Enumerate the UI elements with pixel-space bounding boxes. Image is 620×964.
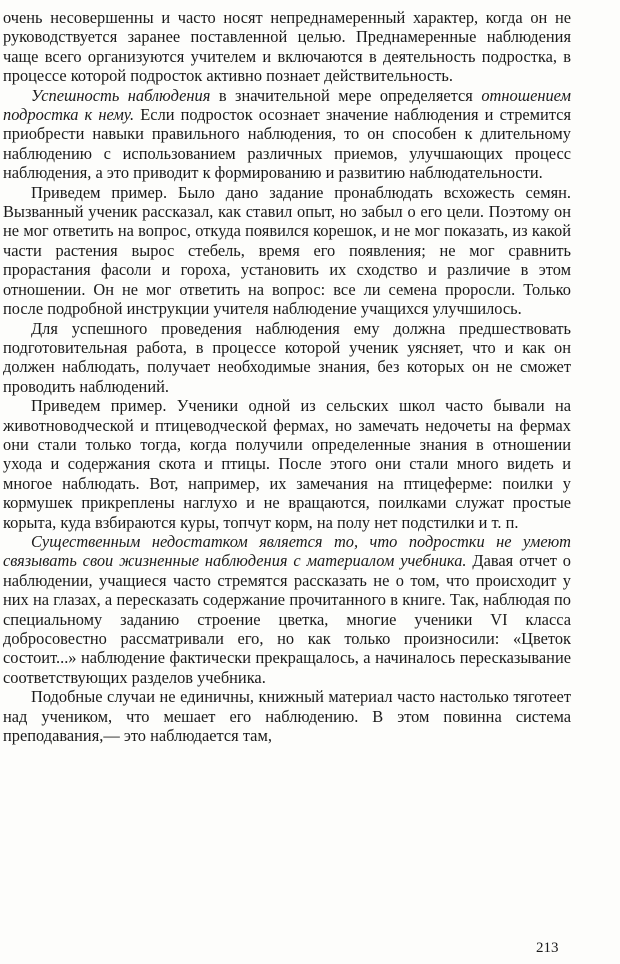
text-segment: Подобные случаи не единичны, книжный материал часто настолько тяготеет над учеником, что мешает его наблюдению. В этом повинна система преподавания,— это наблюдается там, bbox=[3, 687, 571, 746]
italic-text-segment: отношением подростка к нему. bbox=[3, 85, 572, 125]
text-segment: Приведем пример. Ученики одной из сельских школ часто бывали на животноводческой и птицеводческой фермах, но замечать недочеты на фермах они стали только тогда, когда получили определенные знания в отношении ухода и содержания скота и птицы. После этого они стали много видеть и многое наблюдать. Вот, например, их замечания на птицеферме: поилки у кормушек прикреплены наглухо и не вращаются, поилками служат простые корыта, куда взбираются куры, топчут корм, на полу нет подстилки и т. п. bbox=[3, 396, 571, 532]
text-segment: Если подросток осознает значение наблюдения и стремится приобрести навыки правильного наблюдения, то он способен к длительному наблюдению с использованием различных приемов, улучшающих процесс наблюдения, а это приводит к формированию и развитию наблюдательности. bbox=[3, 105, 571, 183]
text-segment: Для успешного проведения наблюдения ему должна предшествовать подготовительная работа, в процессе которой ученик уясняет, что и как он должен наблюдать, получает необходимые знания, без которых он не сможет проводить наблюдений. bbox=[3, 318, 571, 396]
text-segment: Давая отчет о наблюдении, учащиеся часто стремятся рассказать не о том, что происходит у них на глазах, а пересказать содержание прочитанного в книге. Так, наблюдая по специальному заданию строение цветка, многие ученики VI класса добросовестно рассматривали его, но как только произносили: «Цветок состоит...» наблюдение фактически прекращалось, а начиналось пересказывание соответствующих разделов учебника. bbox=[3, 551, 571, 687]
text-segment: Приведем пример. Было дано задание пронаблюдать всхожесть семян. Вызванный ученик рассказал, как ставил опыт, но забыл о его цели. Поэтому он не мог ответить на вопрос, откуда появился корешок, и не мог показать, из какой части растения вырос стебель, время его появления; не мог сравнить прорастания фасоли и гороха, установить их сходство и различие в этом отношении. Он не мог ответить на вопрос: все ли семена проросли. Только после подробной инструкции учителя наблюдение учащихся улучшилось. bbox=[3, 182, 571, 319]
italic-text-segment: Существенным недостатком является то, что подростки не умеют связывать свои жизненные наблюдения с материалом учебника. bbox=[3, 531, 571, 571]
text-column bbox=[3, 8, 571, 745]
page-number: 213 bbox=[536, 940, 559, 956]
paragraph bbox=[3, 532, 571, 687]
paragraph bbox=[3, 8, 571, 86]
text-segment: в значительной мере определяется bbox=[210, 85, 482, 105]
paragraph bbox=[3, 687, 571, 745]
italic-text-segment: Успешность наблюдения bbox=[31, 85, 211, 105]
paragraph bbox=[3, 319, 571, 397]
text-segment: очень несовершенны и часто носят непреднамеренный характер, когда он не руководствуется заранее поставленной целью. Преднамеренные наблюдения чаще всего организуются учителем и включаются в деятельность подростка, в процессе которой подросток активно познает действительность. bbox=[3, 8, 571, 86]
paragraph bbox=[3, 396, 571, 532]
paragraph bbox=[3, 86, 571, 183]
paragraph bbox=[3, 183, 571, 319]
